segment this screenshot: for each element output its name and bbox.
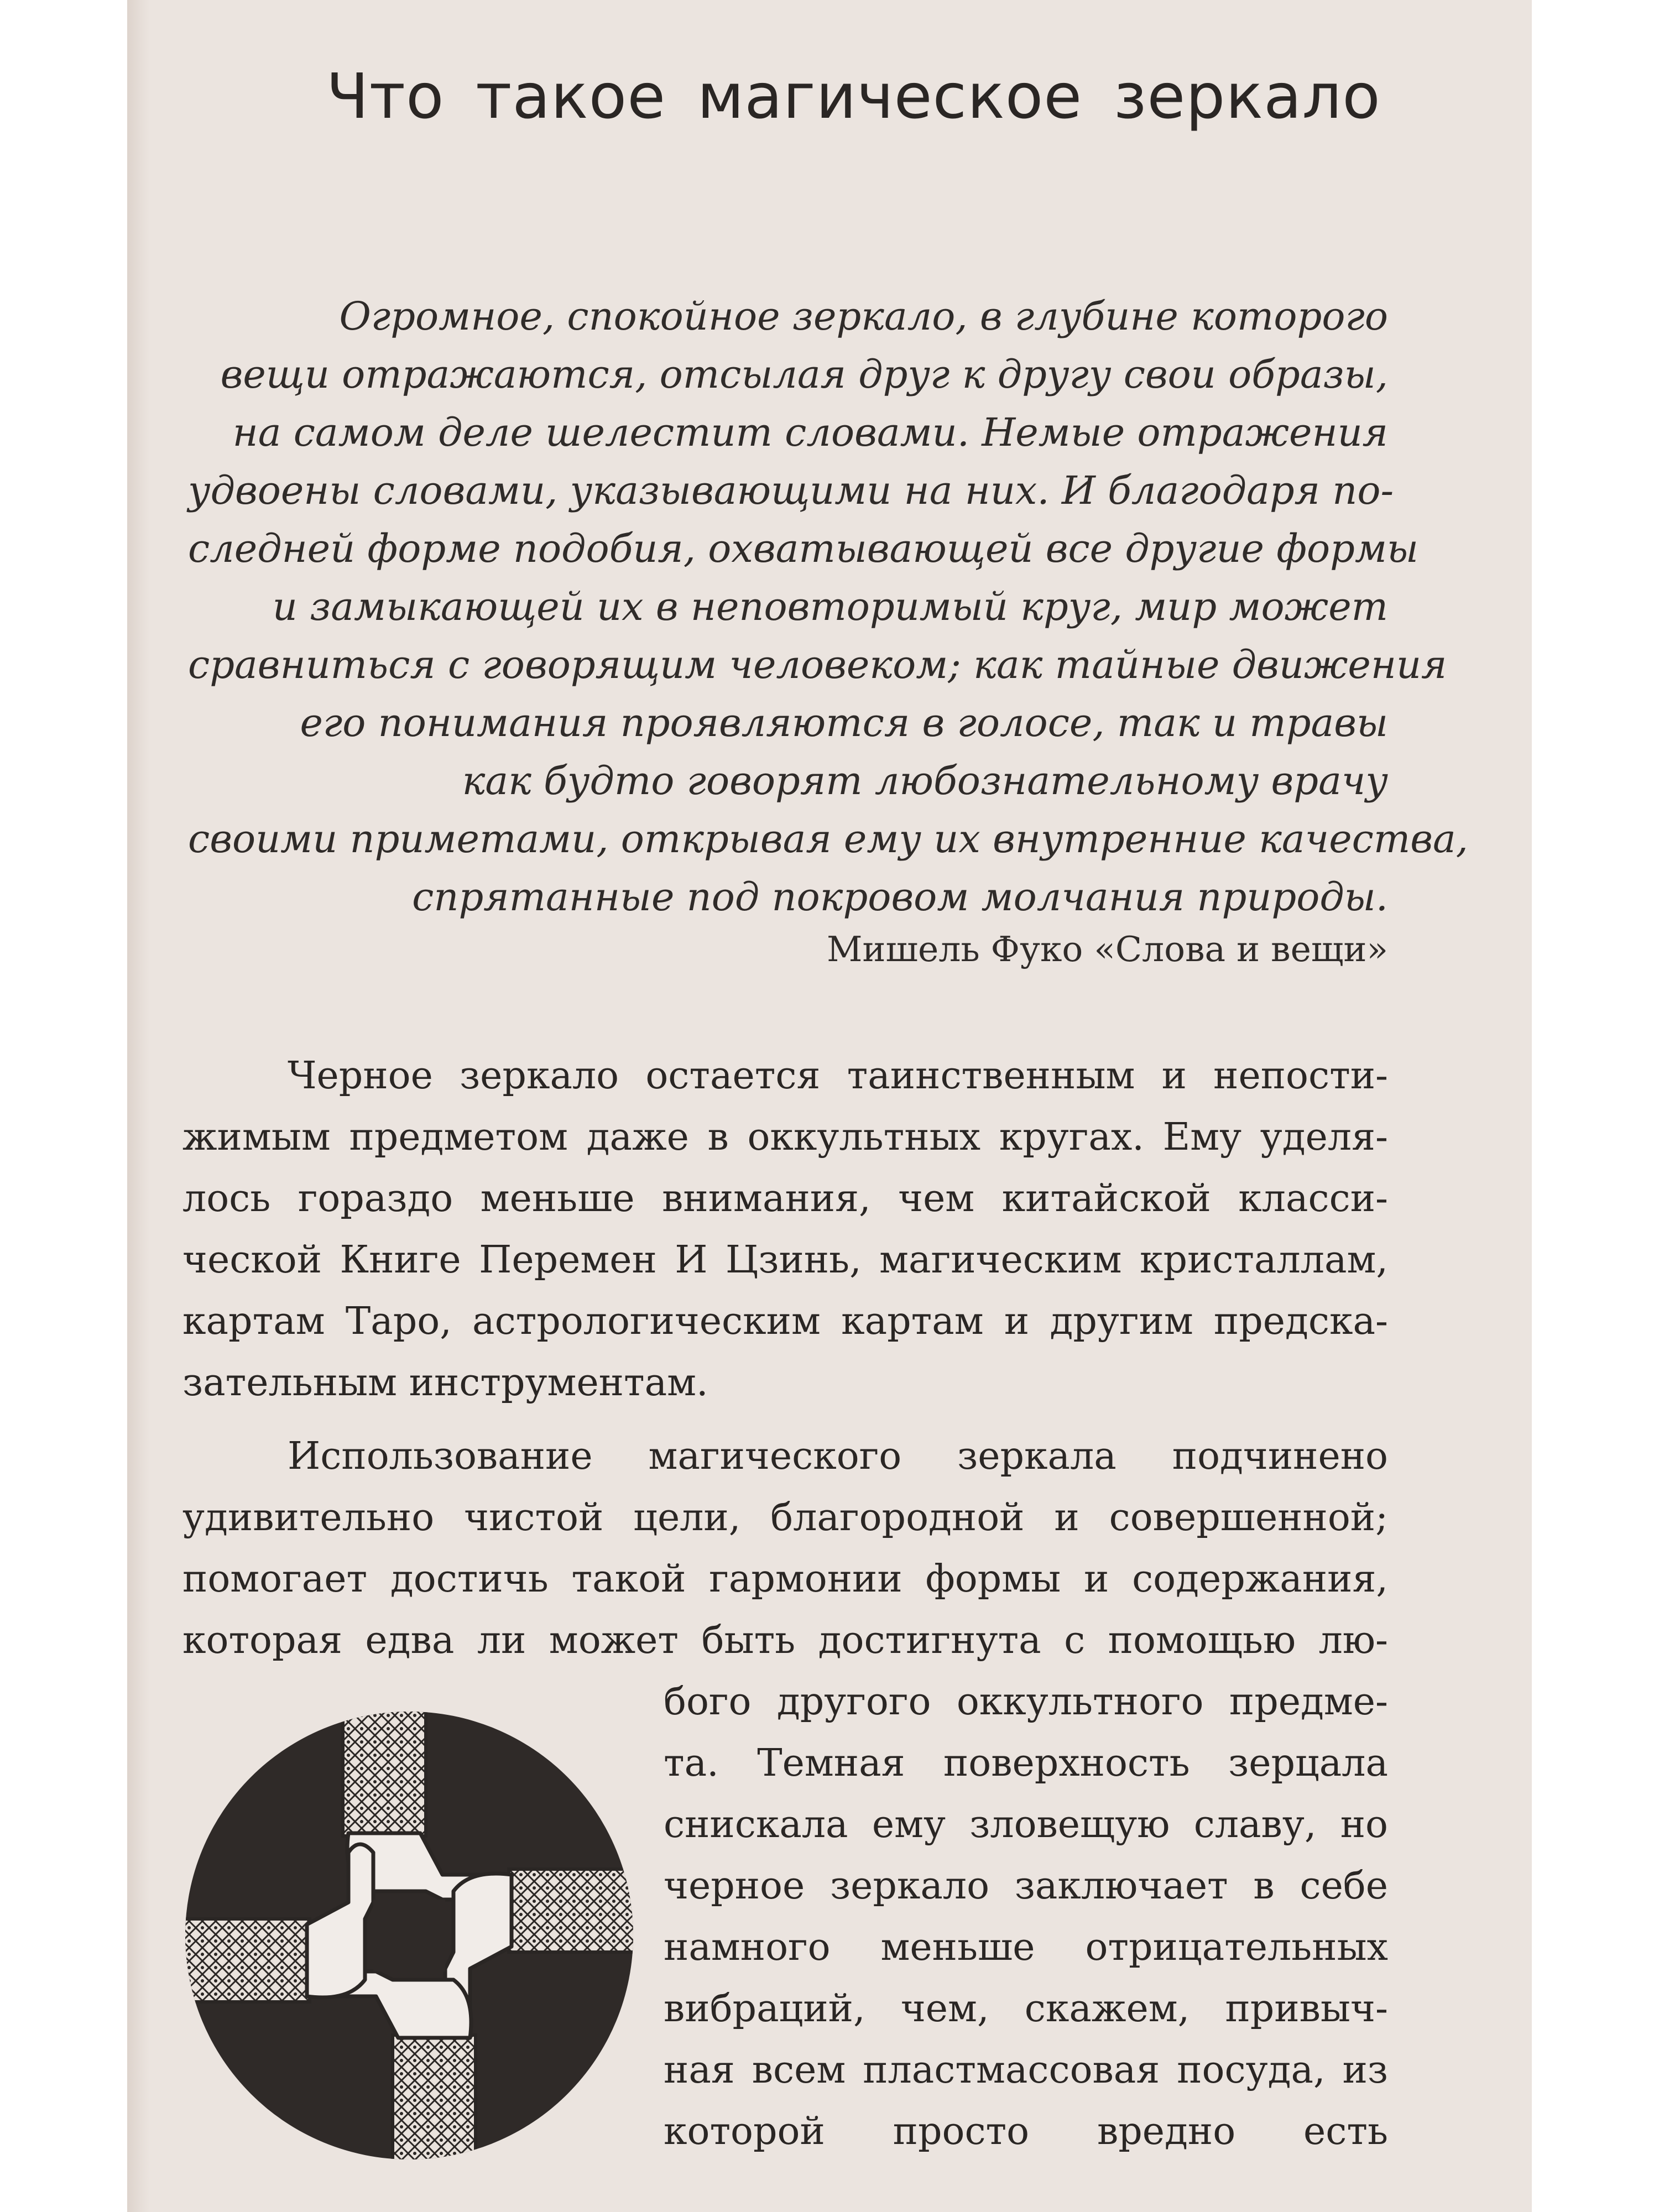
text-line: жимым предметом даже в оккультных кругах. Ему уделя- xyxy=(182,1115,1388,1159)
interlocked-hands-emblem xyxy=(182,1709,636,2162)
page-edge-shadow xyxy=(127,0,149,2212)
epigraph xyxy=(188,288,1468,926)
sleeve-right xyxy=(509,1869,636,1952)
epigraph-line: следней форме подобия, охватывающей все другие формы xyxy=(188,526,1419,571)
text-line: вибраций, чем, скажем, привыч- xyxy=(664,1987,1388,2031)
paragraph-1 xyxy=(182,1045,1388,1413)
text-line: картам Таро, астрологическим картам и другим предска- xyxy=(182,1300,1388,1343)
text-line: лось гораздо меньше внимания, чем китайской класси- xyxy=(182,1177,1388,1220)
sleeve-bottom xyxy=(393,2035,476,2162)
epigraph-attribution: Мишель Фуко «Слова и вещи» xyxy=(826,929,1388,969)
chapter-title: Что такое магическое зеркало xyxy=(326,61,1381,133)
text-line: Использование магического зеркала подчинено xyxy=(288,1434,1388,1478)
text-line: которая едва ли может быть достигнута с помощью лю- xyxy=(182,1619,1388,1662)
text-line: намного меньше отрицательных xyxy=(664,1926,1388,1969)
text-line: снискала ему зловещую славу, но xyxy=(664,1803,1388,1846)
text-line: та. Темная поверхность зерцала xyxy=(664,1741,1388,1785)
epigraph-line: на самом деле шелестит словами. Немые отражения xyxy=(232,410,1388,455)
emblem-center xyxy=(373,1900,445,1971)
book-page xyxy=(127,0,1532,2212)
epigraph-line: своими приметами, открывая ему их внутренние качества, xyxy=(188,816,1468,862)
epigraph-line: Огромное, спокойное зеркало, в глубине которого xyxy=(339,294,1388,339)
text-line: которой просто вредно есть xyxy=(664,2110,1388,2153)
epigraph-line: его понимания проявляются в голосе, так и травы xyxy=(300,700,1388,745)
text-line: удивительно чистой цели, благородной и совершенной; xyxy=(182,1496,1388,1540)
epigraph-line: удвоены словами, указывающими на них. И благодаря по- xyxy=(188,468,1394,513)
epigraph-line: спрятанные под покровом молчания природы. xyxy=(412,874,1388,920)
text-line: помогает достичь такой гармонии формы и содержания, xyxy=(182,1557,1388,1601)
text-line: ная всем пластмассовая посуда, из xyxy=(664,2048,1388,2092)
epigraph-line: и замыкающей их в неповторимый круг, мир может xyxy=(272,584,1388,629)
sleeve-left xyxy=(182,1919,310,2002)
epigraph-line: сравниться с говорящим человеком; как тайные движения xyxy=(188,642,1447,687)
sleeve-top xyxy=(343,1709,426,1836)
epigraph-line: как будто говорят любознательному врачу xyxy=(462,758,1388,804)
epigraph-line: вещи отражаются, отсылая друг к другу свои образы, xyxy=(220,352,1388,397)
text-line: ческой Книге Перемен И Цзинь, магическим кристаллам, xyxy=(182,1238,1388,1282)
text-line: Черное зеркало остается таинственным и непости- xyxy=(288,1054,1388,1098)
text-line: зательным инструментам. xyxy=(182,1361,708,1405)
text-line: черное зеркало заключает в себе xyxy=(664,1864,1388,1908)
text-line: бого другого оккультного предме- xyxy=(664,1680,1388,1724)
